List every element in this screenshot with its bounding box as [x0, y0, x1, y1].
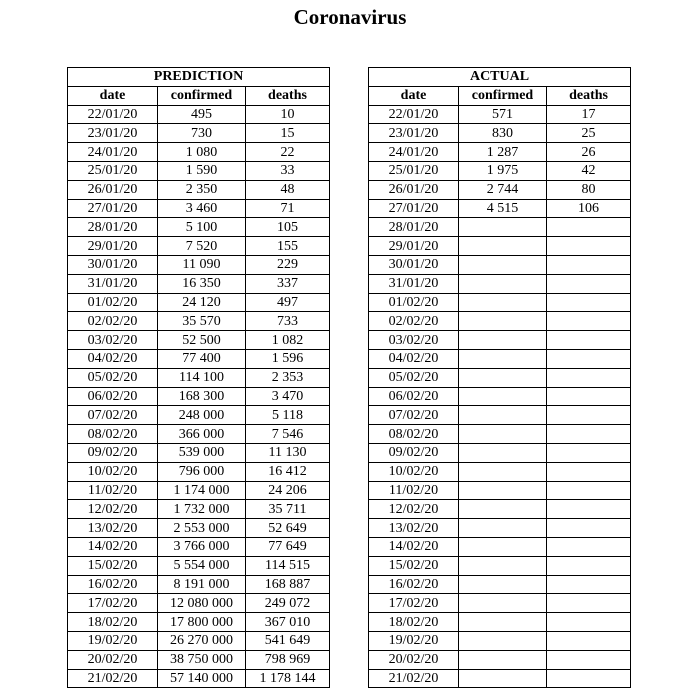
confirmed-cell — [459, 218, 547, 237]
column-header-deaths: deaths — [246, 86, 330, 105]
confirmed-cell: 2 744 — [459, 180, 547, 199]
table-row — [369, 500, 631, 519]
table-row — [68, 349, 330, 368]
table-row — [369, 631, 631, 650]
confirmed-cell — [459, 537, 547, 556]
table-row — [68, 161, 330, 180]
deaths-cell — [547, 500, 631, 519]
deaths-cell: 1 082 — [246, 331, 330, 350]
table-row — [68, 537, 330, 556]
date-cell: 11/02/20 — [369, 481, 459, 500]
deaths-cell: 337 — [246, 274, 330, 293]
table-row — [369, 180, 631, 199]
table-row — [68, 425, 330, 444]
table-row — [68, 218, 330, 237]
date-cell: 27/01/20 — [68, 199, 158, 218]
table-row — [68, 500, 330, 519]
deaths-cell: 11 130 — [246, 443, 330, 462]
confirmed-cell: 539 000 — [158, 443, 246, 462]
date-cell: 02/02/20 — [68, 312, 158, 331]
deaths-cell — [547, 293, 631, 312]
date-cell: 18/02/20 — [68, 613, 158, 632]
date-cell: 21/02/20 — [68, 669, 158, 688]
deaths-cell — [547, 537, 631, 556]
confirmed-cell: 5 100 — [158, 218, 246, 237]
deaths-cell — [547, 274, 631, 293]
deaths-cell: 42 — [547, 161, 631, 180]
date-cell: 03/02/20 — [369, 331, 459, 350]
confirmed-cell: 1 287 — [459, 143, 547, 162]
date-cell: 23/01/20 — [68, 124, 158, 143]
deaths-cell: 52 649 — [246, 519, 330, 538]
column-header-confirmed: confirmed — [158, 86, 246, 105]
table-row — [68, 387, 330, 406]
confirmed-cell — [459, 349, 547, 368]
confirmed-cell — [459, 613, 547, 632]
table-row — [68, 631, 330, 650]
confirmed-cell: 16 350 — [158, 274, 246, 293]
date-cell: 11/02/20 — [68, 481, 158, 500]
table-row — [68, 575, 330, 594]
actual-table — [368, 67, 631, 688]
confirmed-cell: 3 460 — [158, 199, 246, 218]
table-row — [68, 669, 330, 688]
date-cell: 15/02/20 — [68, 556, 158, 575]
column-header-date: date — [369, 86, 459, 105]
deaths-cell — [547, 519, 631, 538]
table-row — [369, 481, 631, 500]
date-cell: 21/02/20 — [369, 669, 459, 688]
deaths-cell — [547, 331, 631, 350]
date-cell: 25/01/20 — [369, 161, 459, 180]
date-cell: 01/02/20 — [68, 293, 158, 312]
deaths-cell: 26 — [547, 143, 631, 162]
deaths-cell: 48 — [246, 180, 330, 199]
confirmed-cell: 2 350 — [158, 180, 246, 199]
confirmed-cell: 1 975 — [459, 161, 547, 180]
deaths-cell: 33 — [246, 161, 330, 180]
deaths-cell: 35 711 — [246, 500, 330, 519]
confirmed-cell — [459, 255, 547, 274]
deaths-cell — [547, 613, 631, 632]
confirmed-cell: 2 553 000 — [158, 519, 246, 538]
date-cell: 26/01/20 — [68, 180, 158, 199]
confirmed-cell: 1 590 — [158, 161, 246, 180]
confirmed-cell: 796 000 — [158, 462, 246, 481]
confirmed-cell: 35 570 — [158, 312, 246, 331]
confirmed-cell: 1 732 000 — [158, 500, 246, 519]
date-cell: 20/02/20 — [68, 650, 158, 669]
confirmed-cell — [459, 462, 547, 481]
deaths-cell — [547, 594, 631, 613]
table-row — [369, 556, 631, 575]
date-cell: 08/02/20 — [369, 425, 459, 444]
date-cell: 19/02/20 — [68, 631, 158, 650]
deaths-cell — [547, 481, 631, 500]
confirmed-cell: 571 — [459, 105, 547, 124]
date-cell: 07/02/20 — [369, 406, 459, 425]
column-header-confirmed: confirmed — [459, 86, 547, 105]
date-cell: 16/02/20 — [369, 575, 459, 594]
date-cell: 30/01/20 — [369, 255, 459, 274]
confirmed-cell: 3 766 000 — [158, 537, 246, 556]
deaths-cell: 798 969 — [246, 650, 330, 669]
table-row — [369, 613, 631, 632]
confirmed-cell: 38 750 000 — [158, 650, 246, 669]
date-cell: 28/01/20 — [369, 218, 459, 237]
deaths-cell: 541 649 — [246, 631, 330, 650]
column-header-date: date — [68, 86, 158, 105]
page-title: Coronavirus — [293, 5, 407, 29]
confirmed-cell: 168 300 — [158, 387, 246, 406]
date-cell: 25/01/20 — [68, 161, 158, 180]
date-cell: 08/02/20 — [68, 425, 158, 444]
table-row — [369, 406, 631, 425]
table-row — [369, 462, 631, 481]
confirmed-cell: 52 500 — [158, 331, 246, 350]
confirmed-cell — [459, 575, 547, 594]
confirmed-cell: 77 400 — [158, 349, 246, 368]
date-cell: 30/01/20 — [68, 255, 158, 274]
confirmed-cell — [459, 425, 547, 444]
date-cell: 22/01/20 — [68, 105, 158, 124]
confirmed-cell: 1 080 — [158, 143, 246, 162]
column-header-deaths: deaths — [547, 86, 631, 105]
confirmed-cell: 24 120 — [158, 293, 246, 312]
prediction-table — [67, 67, 330, 688]
date-cell: 18/02/20 — [369, 613, 459, 632]
deaths-cell — [547, 425, 631, 444]
table-row — [369, 105, 631, 124]
date-cell: 04/02/20 — [369, 349, 459, 368]
confirmed-cell — [459, 274, 547, 293]
table-row — [369, 368, 631, 387]
table-row — [68, 443, 330, 462]
date-cell: 24/01/20 — [369, 143, 459, 162]
table-row — [369, 161, 631, 180]
deaths-cell — [547, 443, 631, 462]
date-cell: 10/02/20 — [68, 462, 158, 481]
date-cell: 15/02/20 — [369, 556, 459, 575]
table-row — [369, 143, 631, 162]
confirmed-cell — [459, 312, 547, 331]
deaths-cell: 17 — [547, 105, 631, 124]
confirmed-cell — [459, 443, 547, 462]
table-row — [369, 237, 631, 256]
table-row — [68, 613, 330, 632]
confirmed-cell: 830 — [459, 124, 547, 143]
deaths-cell: 5 118 — [246, 406, 330, 425]
deaths-cell: 16 412 — [246, 462, 330, 481]
date-cell: 24/01/20 — [68, 143, 158, 162]
table-row — [369, 519, 631, 538]
table-row — [369, 124, 631, 143]
date-cell: 09/02/20 — [68, 443, 158, 462]
deaths-cell — [547, 650, 631, 669]
date-cell: 19/02/20 — [369, 631, 459, 650]
table-row — [68, 105, 330, 124]
date-cell: 27/01/20 — [369, 199, 459, 218]
deaths-cell: 168 887 — [246, 575, 330, 594]
date-cell: 22/01/20 — [369, 105, 459, 124]
date-cell: 26/01/20 — [369, 180, 459, 199]
deaths-cell: 80 — [547, 180, 631, 199]
deaths-cell: 71 — [246, 199, 330, 218]
deaths-cell — [547, 255, 631, 274]
confirmed-cell — [459, 650, 547, 669]
confirmed-cell: 495 — [158, 105, 246, 124]
deaths-cell — [547, 556, 631, 575]
deaths-cell — [547, 669, 631, 688]
table-row — [369, 293, 631, 312]
table-row — [68, 293, 330, 312]
table-row — [68, 650, 330, 669]
deaths-cell — [547, 218, 631, 237]
deaths-cell — [547, 312, 631, 331]
date-cell: 13/02/20 — [68, 519, 158, 538]
deaths-cell: 105 — [246, 218, 330, 237]
table-row — [369, 575, 631, 594]
table-row — [369, 255, 631, 274]
table-row — [68, 594, 330, 613]
deaths-cell — [547, 406, 631, 425]
date-cell: 17/02/20 — [68, 594, 158, 613]
confirmed-cell: 11 090 — [158, 255, 246, 274]
deaths-cell: 24 206 — [246, 481, 330, 500]
confirmed-cell: 730 — [158, 124, 246, 143]
date-cell: 16/02/20 — [68, 575, 158, 594]
deaths-cell — [547, 237, 631, 256]
confirmed-cell — [459, 387, 547, 406]
confirmed-cell — [459, 500, 547, 519]
confirmed-cell — [459, 631, 547, 650]
deaths-cell: 25 — [547, 124, 631, 143]
prediction-heading: PREDICTION — [68, 68, 330, 87]
confirmed-cell: 1 174 000 — [158, 481, 246, 500]
date-cell: 23/01/20 — [369, 124, 459, 143]
table-row — [369, 199, 631, 218]
date-cell: 29/01/20 — [68, 237, 158, 256]
date-cell: 05/02/20 — [68, 368, 158, 387]
table-row — [68, 368, 330, 387]
table-row — [68, 143, 330, 162]
table-row — [369, 349, 631, 368]
confirmed-cell: 12 080 000 — [158, 594, 246, 613]
date-cell: 02/02/20 — [369, 312, 459, 331]
date-cell: 05/02/20 — [369, 368, 459, 387]
table-row — [369, 387, 631, 406]
deaths-cell — [547, 631, 631, 650]
confirmed-cell: 8 191 000 — [158, 575, 246, 594]
confirmed-cell: 5 554 000 — [158, 556, 246, 575]
deaths-cell: 2 353 — [246, 368, 330, 387]
table-row — [68, 481, 330, 500]
date-cell: 09/02/20 — [369, 443, 459, 462]
table-row — [369, 594, 631, 613]
confirmed-cell — [459, 519, 547, 538]
confirmed-cell: 17 800 000 — [158, 613, 246, 632]
confirmed-cell — [459, 331, 547, 350]
table-row — [369, 650, 631, 669]
table-row — [369, 331, 631, 350]
table-row — [68, 556, 330, 575]
table-row — [68, 237, 330, 256]
confirmed-cell: 114 100 — [158, 368, 246, 387]
table-row — [369, 218, 631, 237]
deaths-cell: 229 — [246, 255, 330, 274]
confirmed-cell: 4 515 — [459, 199, 547, 218]
confirmed-cell: 366 000 — [158, 425, 246, 444]
deaths-cell: 1 178 144 — [246, 669, 330, 688]
table-row — [369, 274, 631, 293]
deaths-cell: 15 — [246, 124, 330, 143]
table-row — [369, 443, 631, 462]
confirmed-cell — [459, 368, 547, 387]
date-cell: 17/02/20 — [369, 594, 459, 613]
confirmed-cell: 7 520 — [158, 237, 246, 256]
deaths-cell: 7 546 — [246, 425, 330, 444]
table-row — [369, 312, 631, 331]
deaths-cell: 106 — [547, 199, 631, 218]
confirmed-cell — [459, 481, 547, 500]
date-cell: 12/02/20 — [68, 500, 158, 519]
date-cell: 31/01/20 — [68, 274, 158, 293]
confirmed-cell: 26 270 000 — [158, 631, 246, 650]
table-row — [68, 199, 330, 218]
actual-heading: ACTUAL — [369, 68, 631, 87]
table-row — [68, 255, 330, 274]
date-cell: 28/01/20 — [68, 218, 158, 237]
confirmed-cell: 57 140 000 — [158, 669, 246, 688]
date-cell: 06/02/20 — [369, 387, 459, 406]
table-row — [68, 124, 330, 143]
table-row — [68, 462, 330, 481]
table-row — [68, 274, 330, 293]
date-cell: 07/02/20 — [68, 406, 158, 425]
confirmed-cell — [459, 293, 547, 312]
deaths-cell: 155 — [246, 237, 330, 256]
date-cell: 12/02/20 — [369, 500, 459, 519]
date-cell: 04/02/20 — [68, 349, 158, 368]
table-row — [369, 537, 631, 556]
deaths-cell: 22 — [246, 143, 330, 162]
table-row — [68, 180, 330, 199]
deaths-cell — [547, 462, 631, 481]
date-cell: 06/02/20 — [68, 387, 158, 406]
table-row — [68, 406, 330, 425]
deaths-cell: 10 — [246, 105, 330, 124]
table-row — [68, 312, 330, 331]
date-cell: 10/02/20 — [369, 462, 459, 481]
date-cell: 03/02/20 — [68, 331, 158, 350]
date-cell: 31/01/20 — [369, 274, 459, 293]
confirmed-cell — [459, 556, 547, 575]
confirmed-cell — [459, 594, 547, 613]
deaths-cell — [547, 387, 631, 406]
deaths-cell: 3 470 — [246, 387, 330, 406]
deaths-cell: 77 649 — [246, 537, 330, 556]
confirmed-cell — [459, 669, 547, 688]
table-row — [369, 425, 631, 444]
date-cell: 01/02/20 — [369, 293, 459, 312]
date-cell: 14/02/20 — [369, 537, 459, 556]
table-row — [68, 519, 330, 538]
deaths-cell — [547, 575, 631, 594]
deaths-cell: 114 515 — [246, 556, 330, 575]
date-cell: 29/01/20 — [369, 237, 459, 256]
confirmed-cell — [459, 406, 547, 425]
deaths-cell: 249 072 — [246, 594, 330, 613]
table-row — [68, 331, 330, 350]
date-cell: 20/02/20 — [369, 650, 459, 669]
deaths-cell: 367 010 — [246, 613, 330, 632]
deaths-cell — [547, 368, 631, 387]
deaths-cell: 497 — [246, 293, 330, 312]
date-cell: 14/02/20 — [68, 537, 158, 556]
date-cell: 13/02/20 — [369, 519, 459, 538]
deaths-cell: 733 — [246, 312, 330, 331]
confirmed-cell — [459, 237, 547, 256]
table-row — [369, 669, 631, 688]
confirmed-cell: 248 000 — [158, 406, 246, 425]
deaths-cell: 1 596 — [246, 349, 330, 368]
deaths-cell — [547, 349, 631, 368]
